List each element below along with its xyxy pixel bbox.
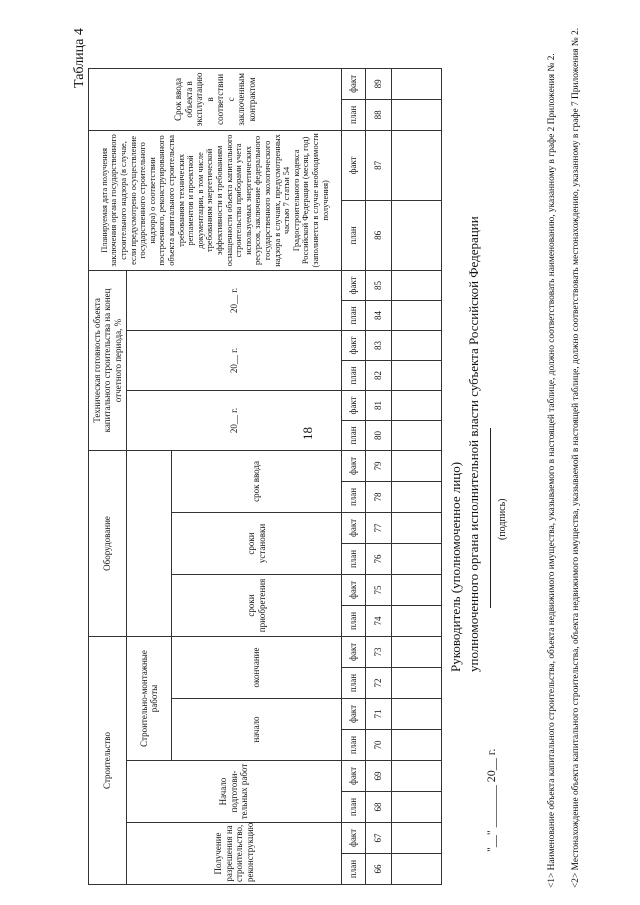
install-start-header: начало — [172, 699, 342, 761]
plan-header: план — [342, 300, 366, 330]
column-number: 77 — [366, 512, 392, 543]
fact-header: факт — [342, 761, 366, 792]
plan-header: план — [342, 99, 366, 130]
signature-date: "__" _______ 20__ г. — [484, 748, 498, 852]
data-cell — [392, 605, 442, 636]
column-number: 80 — [366, 420, 392, 450]
fact-header: факт — [342, 68, 366, 99]
data-cell — [392, 99, 442, 130]
report-table — [88, 72, 438, 885]
data-cell — [392, 360, 442, 390]
fact-header: факт — [342, 574, 366, 605]
plan-header: план — [342, 792, 366, 823]
column-number: 84 — [366, 300, 392, 330]
data-cell — [392, 668, 442, 699]
permit-header: Получение разрешения на строительство, реконструкцию — [127, 823, 342, 885]
column-number: 66 — [366, 854, 392, 885]
data-cell — [392, 730, 442, 761]
year3-header: 20__ г. — [127, 270, 342, 330]
signature-line-2: уполномоченного органа исполнительной власти субъекта Российской Федерации — [466, 216, 481, 672]
fact-header: факт — [342, 823, 366, 854]
column-number: 75 — [366, 574, 392, 605]
fact-header: факт — [342, 390, 366, 420]
acquisition-terms-header: сроки приобретения — [172, 574, 342, 636]
column-number: 79 — [366, 450, 392, 481]
fact-header: факт — [342, 130, 366, 200]
column-number: 82 — [366, 360, 392, 390]
data-cell — [392, 330, 442, 360]
column-number: 85 — [366, 270, 392, 300]
data-cell — [392, 68, 442, 99]
year2-header: 20__ г. — [127, 330, 342, 390]
plan-header: план — [342, 730, 366, 761]
data-cell — [392, 792, 442, 823]
column-number: 68 — [366, 792, 392, 823]
readiness-header: Техническая готовность объекта капитального строительства на конец отчетного периода, % — [89, 270, 127, 450]
data-cell — [392, 420, 442, 450]
data-cell — [392, 854, 442, 885]
year1-header: 20__ г. — [127, 390, 342, 450]
column-number: 76 — [366, 543, 392, 574]
fact-header: факт — [342, 270, 366, 300]
column-number: 72 — [366, 668, 392, 699]
column-number: 86 — [366, 200, 392, 270]
commissioning-header: Срок ввода объекта в эксплуатацию в соответствии с заключенным контрактом — [89, 68, 342, 130]
page-number: 18 — [300, 427, 315, 440]
commission-term-header: срок ввода — [172, 450, 342, 512]
data-cell — [392, 390, 442, 420]
data-cell — [392, 481, 442, 512]
install-works-header: Строительно-монтажные работы — [127, 636, 172, 760]
plan-header: план — [342, 605, 366, 636]
signature-line-1: Руководитель (уполномоченное лицо) — [448, 461, 463, 672]
planned-date-header: Планируемая дата получения заключения органа государственного строительного надзора (в случае, если предусмотрено осуществление государственного строительного надзора) о соответствии построенного, реконструированного объекта капитального строительства требованиям технических регламентов и проектной документации, в том числе требованиям энергетической эффективности и требованиям оснащенности объекта капитального строительства приборами учета используемых энергетических ресурсов, заключение федерального государственного экологического надзора в случаях, предусмотренных частью 7 статьи 54 Градостроительного кодекса Российской Федерации (месяц, год) (заполняется в случае необходимости получения) — [89, 130, 342, 270]
data-cell — [392, 270, 442, 300]
data-cell — [392, 636, 442, 667]
installation-terms-header: сроки установки — [172, 512, 342, 574]
plan-header: план — [342, 420, 366, 450]
column-number: 74 — [366, 605, 392, 636]
plan-header: план — [342, 481, 366, 512]
column-number: 81 — [366, 390, 392, 420]
column-number: 73 — [366, 636, 392, 667]
prep-start-header: Начало подготови-тельных работ — [127, 761, 342, 823]
install-end-header: окончание — [172, 636, 342, 698]
fact-header: факт — [342, 330, 366, 360]
data-cell — [392, 450, 442, 481]
plan-header: план — [342, 543, 366, 574]
plan-header: план — [342, 668, 366, 699]
footnote-1: <1> Наименование объекта капитального строительства, объекта недвижимого имущества, указываемого в настоящей таблице, должно соответствовать наименованию, указанному в графе 2 Приложения № 2. — [547, 53, 557, 888]
table-label: Таблица 4 — [72, 28, 87, 88]
equipment-header: Оборудование — [89, 450, 127, 636]
data-cell — [392, 512, 442, 543]
data-cell — [392, 130, 442, 200]
signature-underline — [490, 428, 491, 608]
column-number: 78 — [366, 481, 392, 512]
fact-header: факт — [342, 636, 366, 667]
plan-header: план — [342, 854, 366, 885]
footnote-2: <2> Местонахождение объекта капитального строительства, объекта недвижимого имущества, указываемой в настоящей таблице, должно соответствовать местонахождению, указанному в графе 7 Приложения № 2. — [571, 27, 581, 888]
column-number: 70 — [366, 730, 392, 761]
data-cell — [392, 761, 442, 792]
column-number: 69 — [366, 761, 392, 792]
column-number: 71 — [366, 699, 392, 730]
column-number: 83 — [366, 330, 392, 360]
data-cell — [392, 574, 442, 605]
plan-header: план — [342, 200, 366, 270]
data-cell — [392, 699, 442, 730]
column-number: 89 — [366, 68, 392, 99]
column-number: 67 — [366, 823, 392, 854]
data-cell — [392, 823, 442, 854]
plan-header: план — [342, 360, 366, 390]
column-number: 87 — [366, 130, 392, 200]
data-cell — [392, 200, 442, 270]
data-cell — [392, 543, 442, 574]
fact-header: факт — [342, 450, 366, 481]
data-cell — [392, 300, 442, 330]
equipment-blank-cell — [127, 450, 172, 636]
construction-header: Строительство — [89, 636, 127, 884]
signature-caption: (подпись) — [497, 498, 508, 540]
fact-header: факт — [342, 699, 366, 730]
column-number: 88 — [366, 99, 392, 130]
fact-header: факт — [342, 512, 366, 543]
